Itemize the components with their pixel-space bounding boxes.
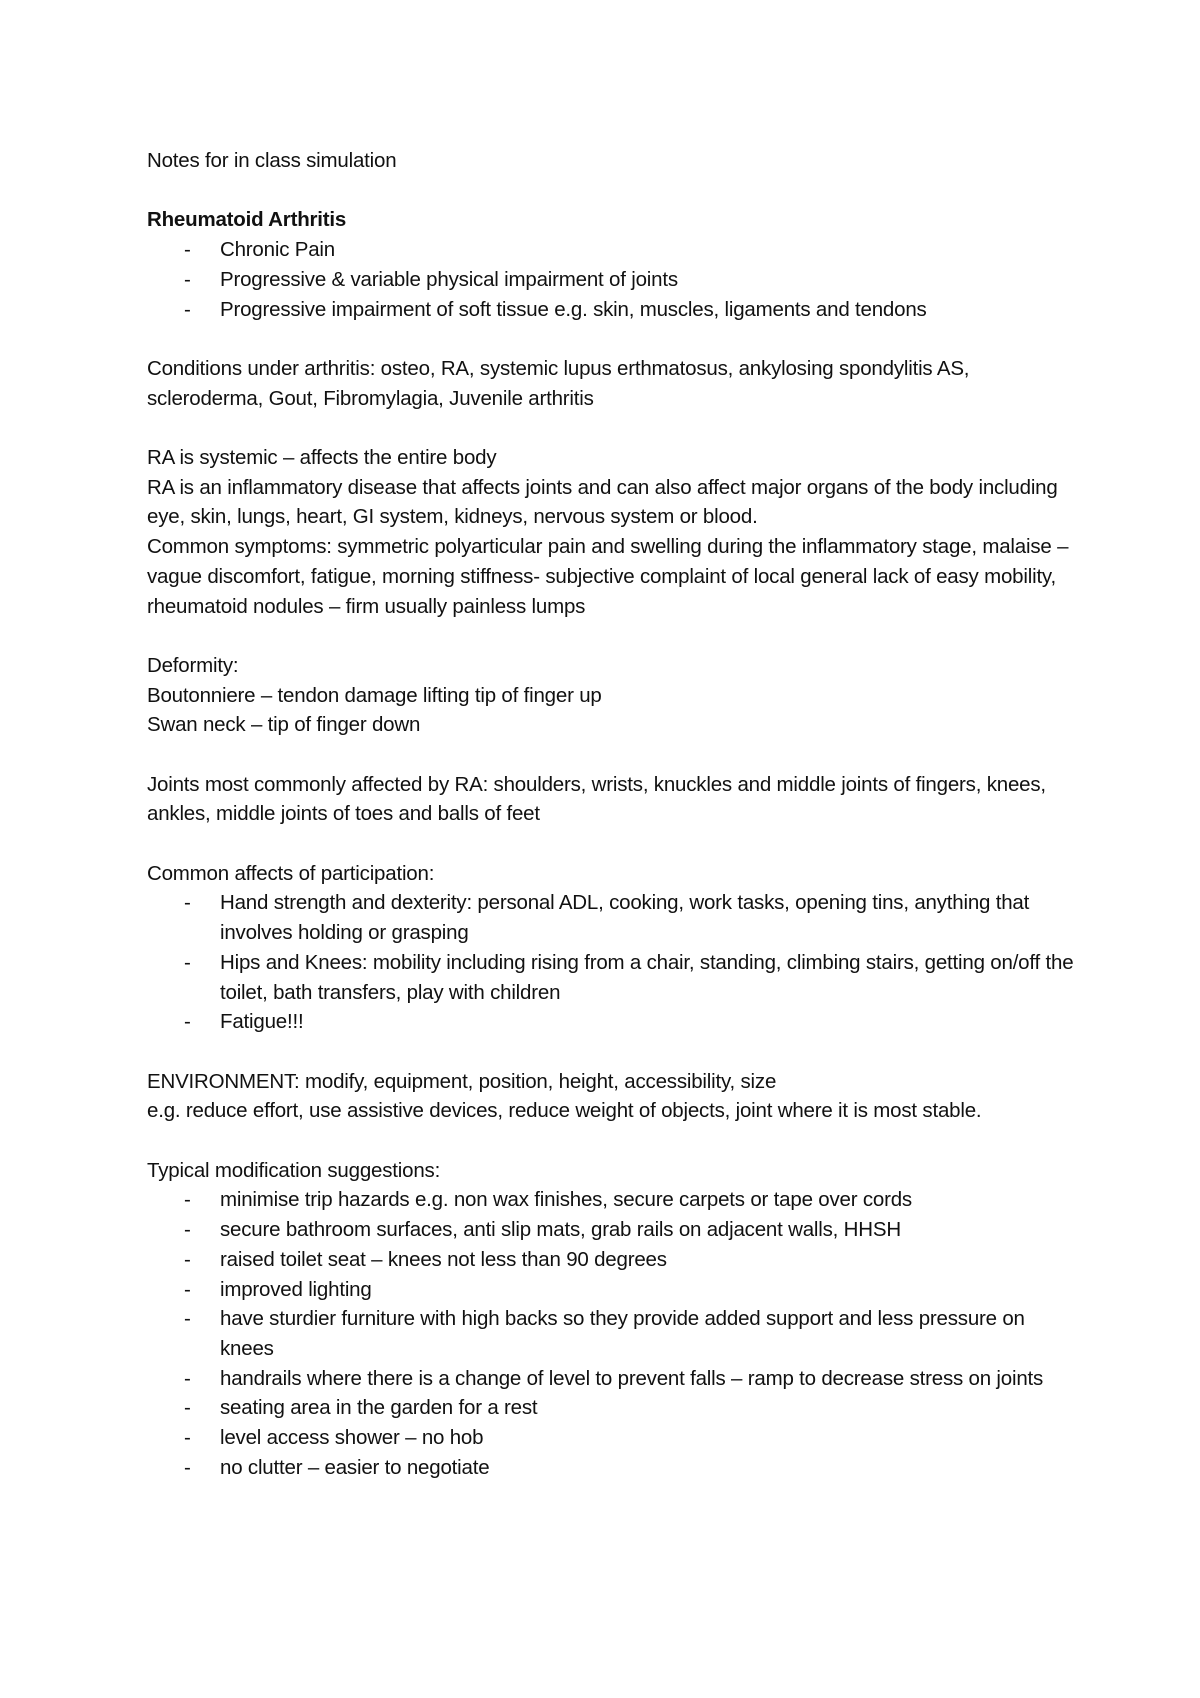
- list-item-text: level access shower – no hob: [220, 1426, 484, 1450]
- list-item-text: Progressive impairment of soft tissue e.g. skin, muscles, ligaments and tendons: [220, 297, 927, 321]
- list-item-text: Hand strength and dexterity: personal ADL, cooking, work tasks, opening tins, anything that involves holding or grasping: [220, 891, 1030, 945]
- list-item: [147, 1245, 1077, 1275]
- ra-bullet-list: [147, 235, 1077, 324]
- dash-bullet: -: [184, 297, 191, 321]
- list-item: [147, 1275, 1077, 1305]
- spacer: [147, 621, 1077, 651]
- joints-paragraph: Joints most commonly affected by RA: shoulders, wrists, knuckles and middle joints of fingers, knees, ankles, middle joints of toes and balls of feet: [147, 772, 1046, 826]
- section-heading-ra: Rheumatoid Arthritis: [147, 208, 347, 232]
- list-item: [147, 1215, 1077, 1245]
- environment-line: ENVIRONMENT: modify, equipment, position, height, accessibility, size: [147, 1069, 777, 1093]
- list-item-text: Chronic Pain: [220, 238, 335, 262]
- spacer: [147, 176, 1077, 206]
- doc-title: Notes for in class simulation: [147, 149, 397, 172]
- participation-heading: Common affects of participation:: [147, 861, 435, 885]
- spacer: [147, 740, 1077, 770]
- modification-bullet-list: [147, 1185, 1077, 1482]
- dash-bullet: -: [184, 1366, 191, 1390]
- list-item: [147, 295, 1077, 325]
- list-item: [147, 1007, 1077, 1037]
- systemic-line: RA is systemic – affects the entire body: [147, 445, 497, 469]
- list-item: [147, 1423, 1077, 1453]
- dash-bullet: -: [184, 950, 191, 974]
- symptoms-paragraph: Common symptoms: symmetric polyarticular pain and swelling during the inflammatory stage, malaise – vague discomfort, fatigue, morning stiffness- subjective complaint of local general lack of easy mobility, rheumatoid nodules – firm usually painless lumps: [147, 535, 1069, 618]
- dash-bullet: -: [184, 1455, 191, 1479]
- list-item-text: Progressive & variable physical impairment of joints: [220, 267, 678, 291]
- modification-heading: Typical modification suggestions:: [147, 1158, 441, 1182]
- spacer: [147, 1037, 1077, 1067]
- list-item: [147, 1393, 1077, 1423]
- spacer: [147, 413, 1077, 443]
- list-item-text: Fatigue!!!: [220, 1010, 304, 1034]
- spacer: [147, 324, 1077, 354]
- spacer: [147, 829, 1077, 859]
- list-item-text: no clutter – easier to negotiate: [220, 1455, 490, 1479]
- list-item-text: handrails where there is a change of level to prevent falls – ramp to decrease stress on joints: [220, 1366, 1044, 1390]
- dash-bullet: -: [184, 1277, 191, 1301]
- deformity-heading: Deformity:: [147, 653, 239, 677]
- inflammatory-paragraph: RA is an inflammatory disease that affects joints and can also affect major organs of the body including eye, skin, lungs, heart, GI system, kidneys, nervous system or blood.: [147, 475, 1058, 529]
- swan-neck-line: Swan neck – tip of finger down: [147, 713, 421, 737]
- list-item-text: Hips and Knees: mobility including rising from a chair, standing, climbing stairs, getting on/off the toilet, bath transfers, play with children: [220, 950, 1074, 1004]
- environment-example: e.g. reduce effort, use assistive devices, reduce weight of objects, joint where it is most stable.: [147, 1099, 982, 1123]
- dash-bullet: -: [184, 1218, 191, 1242]
- list-item-text: secure bathroom surfaces, anti slip mats, grab rails on adjacent walls, HHSH: [220, 1218, 901, 1242]
- document-page: [147, 146, 1077, 1483]
- list-item: [147, 888, 1077, 947]
- list-item-text: minimise trip hazards e.g. non wax finishes, secure carpets or tape over cords: [220, 1188, 912, 1212]
- dash-bullet: -: [184, 891, 191, 915]
- dash-bullet: -: [184, 1426, 191, 1450]
- list-item-text: improved lighting: [220, 1277, 372, 1301]
- spacer: [147, 1126, 1077, 1156]
- dash-bullet: -: [184, 1307, 191, 1331]
- participation-bullet-list: [147, 888, 1077, 1037]
- list-item-text: have sturdier furniture with high backs so they provide added support and less pressure on knees: [220, 1307, 1025, 1360]
- list-item: [147, 1304, 1077, 1363]
- list-item-text: raised toilet seat – knees not less than 90 degrees: [220, 1247, 667, 1271]
- list-item-text: seating area in the garden for a rest: [220, 1396, 538, 1420]
- boutonniere-line: Boutonniere – tendon damage lifting tip of finger up: [147, 683, 602, 707]
- list-item: [147, 1453, 1077, 1483]
- dash-bullet: -: [184, 1188, 191, 1212]
- dash-bullet: -: [184, 1010, 191, 1034]
- list-item: [147, 948, 1077, 1007]
- dash-bullet: -: [184, 267, 191, 291]
- list-item: [147, 1185, 1077, 1215]
- dash-bullet: -: [184, 1396, 191, 1420]
- list-item: [147, 235, 1077, 265]
- dash-bullet: -: [184, 1247, 191, 1271]
- list-item: [147, 265, 1077, 295]
- list-item: [147, 1364, 1077, 1394]
- conditions-paragraph: Conditions under arthritis: osteo, RA, systemic lupus erthmatosus, ankylosing spondylitis AS, scleroderma, Gout, Fibromylagia, Juvenile arthritis: [147, 356, 970, 410]
- dash-bullet: -: [184, 238, 191, 262]
